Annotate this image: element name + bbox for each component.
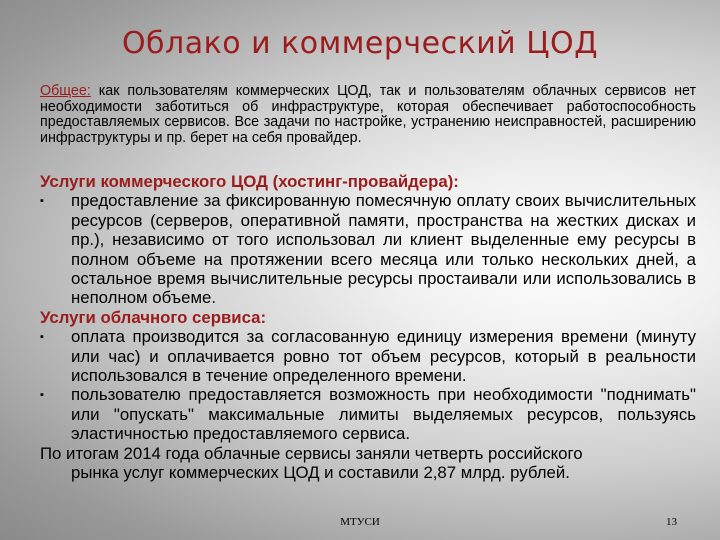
bullet-item xyxy=(40,385,696,443)
bullet-text: оплата производится за согласованную единицу измерения времени (минуту или час) и оплачивается ровно тот объем ресурсов, который в реальности использовался в течение определенного времени. xyxy=(71,327,696,386)
bullet-icon: ▪ xyxy=(40,389,44,402)
closing-cont: рынка услуг коммерческих ЦОД и составили 2,87 млрд. рублей. xyxy=(71,463,570,483)
bullet-icon: ▪ xyxy=(40,331,44,344)
bullet-text: пользователю предоставляется возможность при необходимости "поднимать" или "опускать" максимальные лимиты выделяемых ресурсов, пользуясь эластичностью предоставляемого сервиса. xyxy=(71,385,696,444)
bullet-item xyxy=(40,191,696,307)
slide-title: Облако и коммерческий ЦОД xyxy=(121,26,599,61)
intro-label: Общее: xyxy=(40,83,91,99)
closing-paragraph xyxy=(40,444,696,483)
bullet-item xyxy=(40,327,696,385)
section-heading-cloud: Услуги облачного сервиса: xyxy=(40,307,267,327)
section-heading-datacenter: Услуги коммерческого ЦОД (хостинг-провайдера): xyxy=(40,172,459,191)
intro-text: как пользователям коммерческих ЦОД, так и пользователям облачных сервисов нет необходимости заботиться об инфраструктуре, которая обеспечивает работоспособность предоставляемых сервисов. Все задачи по настройке, устранению неисправностей, расширению инфраструктуры и пр. берет на себя провайдер. xyxy=(40,83,696,146)
footer-org: МТУСИ xyxy=(340,516,380,528)
page-number: 13 xyxy=(666,516,677,528)
bullet-icon: ▪ xyxy=(40,195,44,208)
bullet-text: предоставление за фиксированную помесячную оплату своих вычислительных ресурсов (серверов, оперативной памяти, пространства на жестких дисках и пр.), независимо от того использовал ли клиент выделенные ему ресурсы в полном объеме на протяжении всего месяца или только нескольких дней, а остальное время вычислительные ресурсы простаивали или использовались в неполном объеме. xyxy=(71,191,696,308)
intro-paragraph xyxy=(40,84,696,146)
slide-body xyxy=(40,172,696,483)
closing-lead: По итогам 2014 года облачные сервисы заняли четверть российского xyxy=(40,443,583,463)
